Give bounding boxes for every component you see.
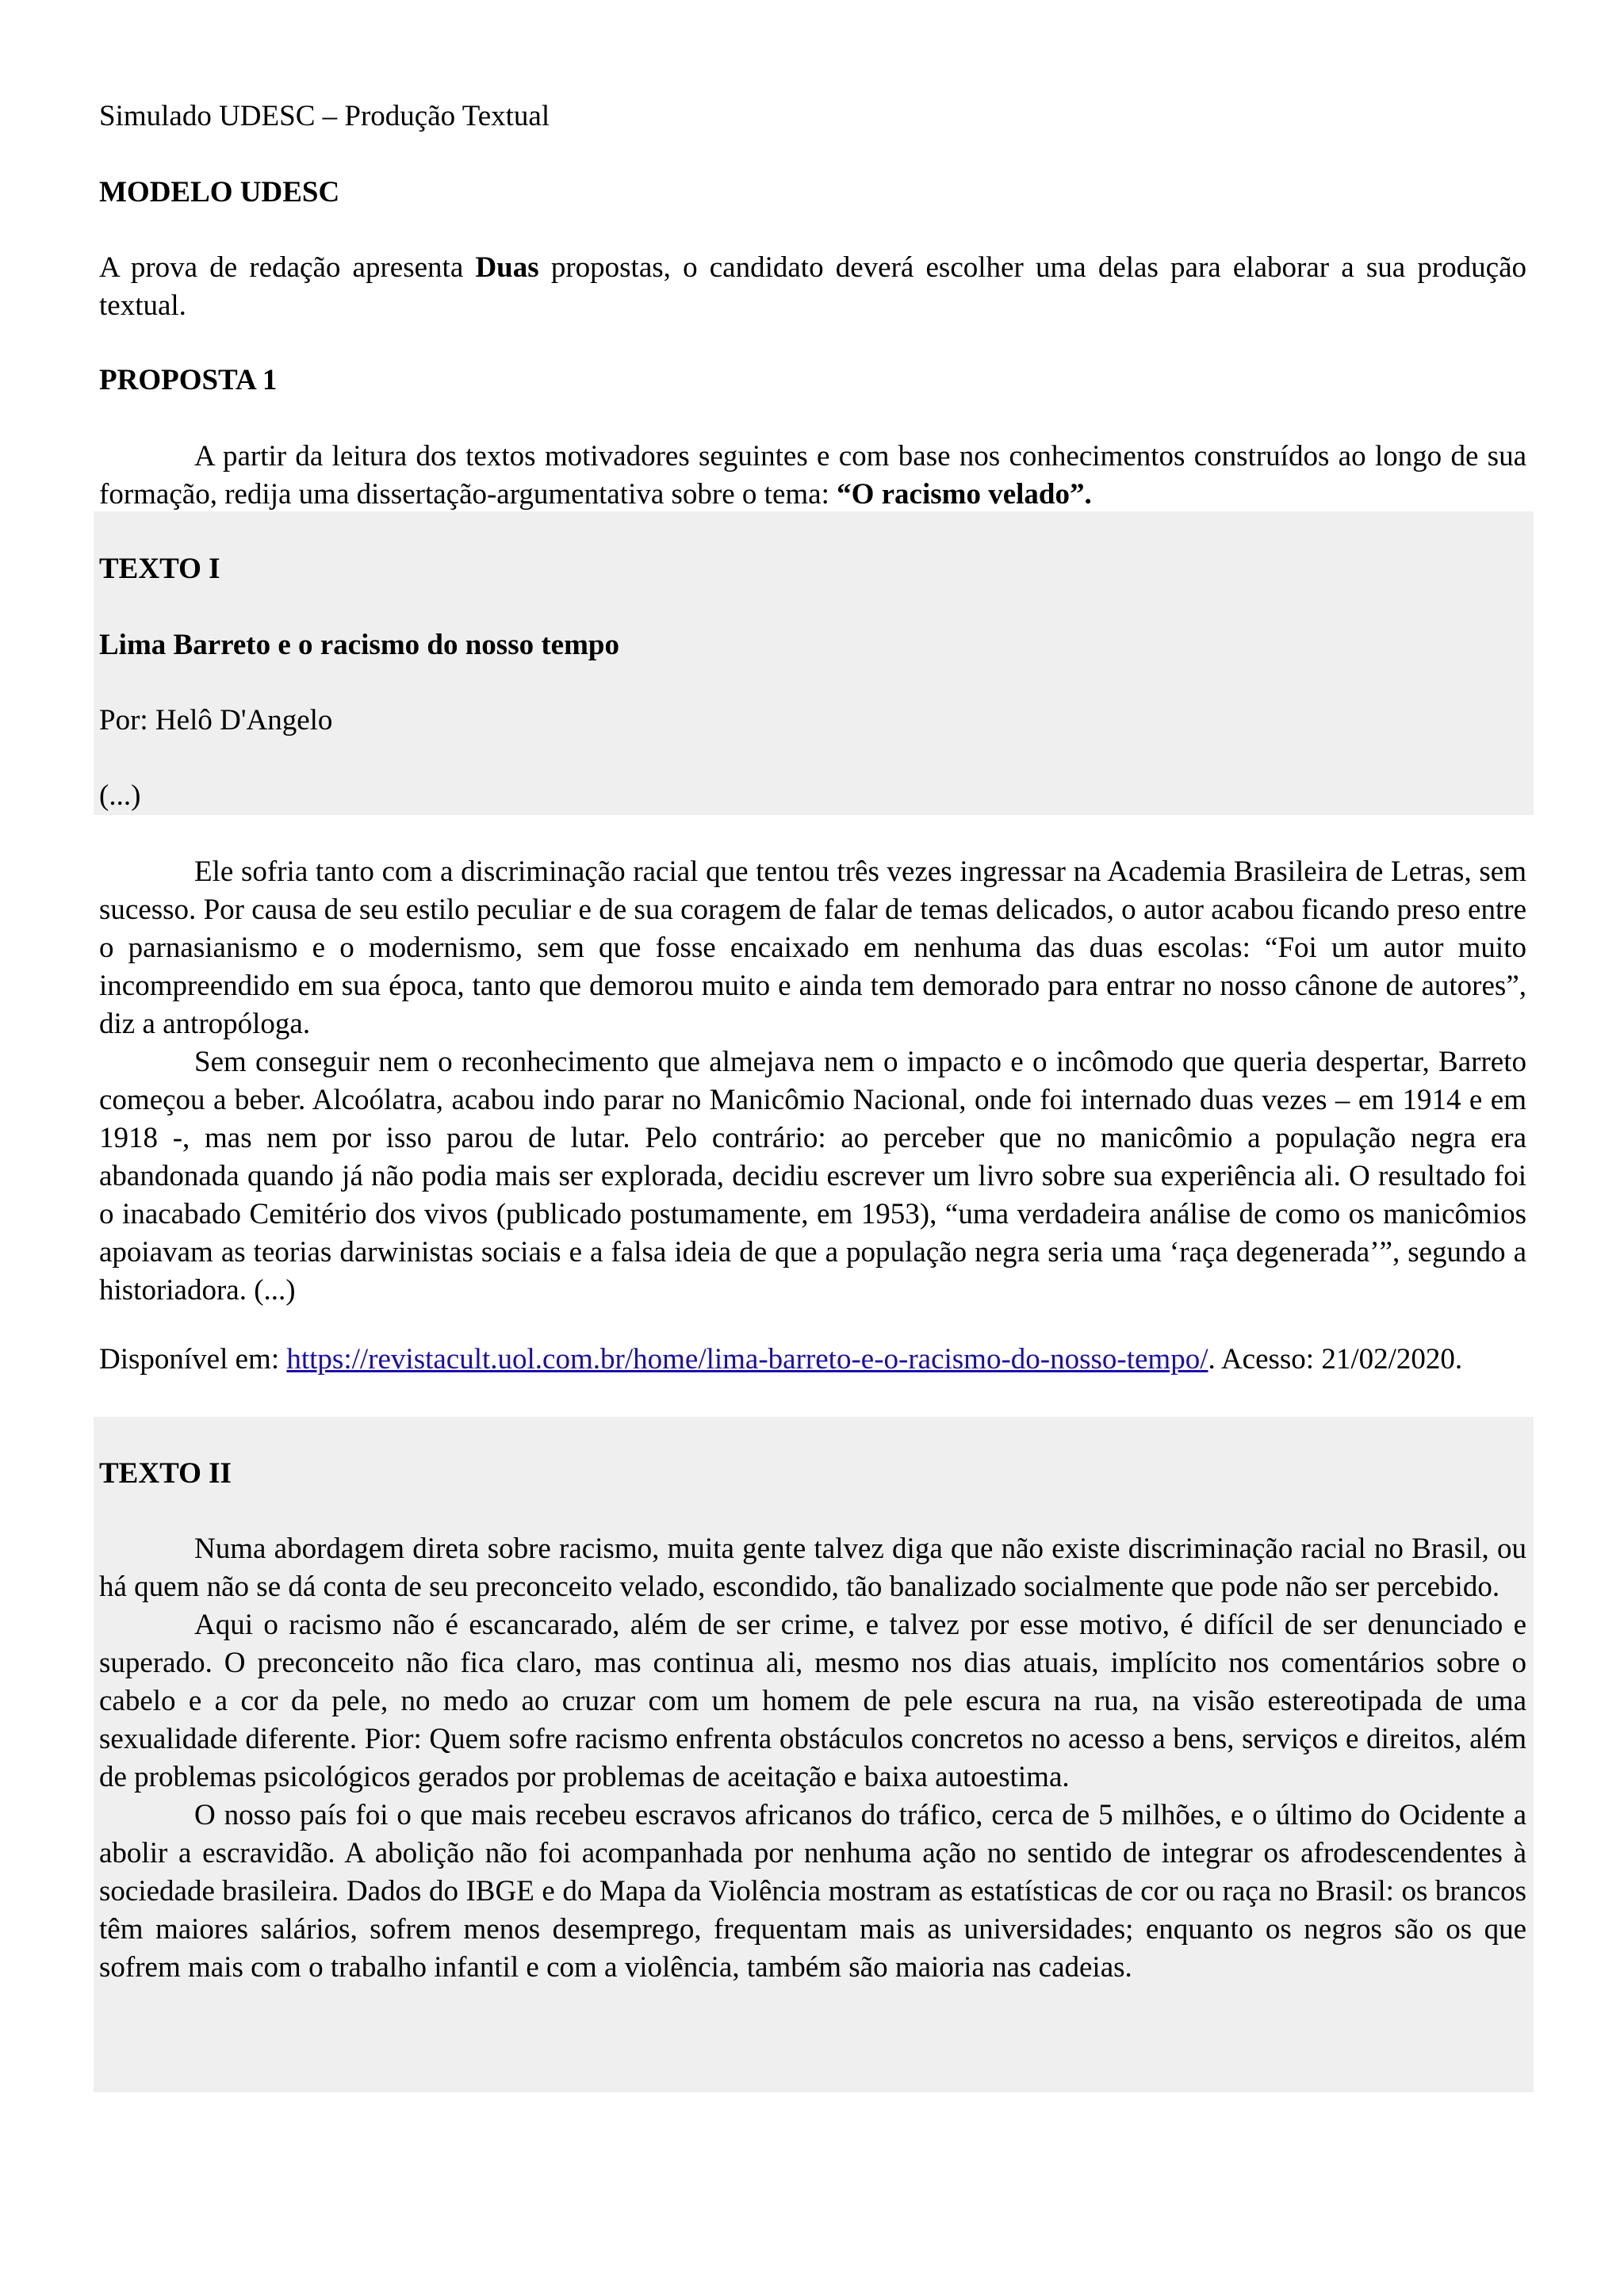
proposal-title: PROPOSTA 1 (99, 364, 278, 396)
texto2-paragraph-2: Aqui o racismo não é escancarado, além de ser crime, e talvez por esse motivo, é difícil de ser denunciado e superado. O preconceito não fica claro, mas continua ali, mesmo nos dias atuais, implícito nos comentários sobre o cabelo e a cor da pele, no medo ao cruzar com um homem de pele escura na rua, na visão estereotipada de uma sexualidade diferente. Pior: Quem sofre racismo enfrenta obstáculos concretos no acesso a bens, serviços e direitos, além de problemas psicológicos gerados por problemas de aceitação e baixa autoestima. (99, 1609, 1526, 1793)
intro-text-before: A prova de redação apresenta (99, 251, 476, 284)
texto2-paragraph-1: Numa abordagem direta sobre racismo, muita gente talvez diga que não existe discriminação racial no Brasil, ou há quem não se dá conta de seu preconceito velado, escondido, tão banalizado socialmente que pode não ser percebido. (99, 1533, 1526, 1603)
model-title: MODELO UDESC (99, 176, 340, 209)
texto1-label: TEXTO I (99, 553, 220, 585)
texto1-paragraph-2: Sem conseguir nem o reconhecimento que almejava nem o impacto e o incômodo que queria despertar, Barreto começou a beber. Alcoólatra, acabou indo parar no Manicômio Nacional, onde foi internado duas vezes – em 1914 e em 1918 -, mas nem por isso parou de lutar. Pelo contrário: ao perceber que no manicômio a população negra era abandonada quando já não podia mais ser explorada, decidiu escrever um livro sobre sua experiência ali. O resultado foi o inacabado Cemitério dos vivos (publicado postumamente, em 1953), “uma verdadeira análise de como os manicômios apoiavam as teorias darwinistas sociais e a falsa ideia de que a população negra seria uma ‘raça degenerada’”, segundo a historiadora. (...) (99, 1046, 1526, 1307)
texto1-source-link[interactable]: https://revistacult.uol.com.br/home/lima-barreto-e-o-racismo-do-nosso-tempo/ (286, 1343, 1208, 1376)
texto2-label: TEXTO II (99, 1457, 232, 1490)
texto1-headline: Lima Barreto e o racismo do nosso tempo (99, 629, 619, 661)
proposal-theme: “O racismo velado”. (837, 478, 1092, 511)
texto1-ellipsis: (...) (99, 779, 141, 812)
proposal-text: A partir da leitura dos textos motivadores seguintes e com base nos conhecimentos construídos ao longo de sua formação, redija uma dissertação-argumentativa sobre o tema: (99, 440, 1526, 511)
proposal-paragraph (99, 438, 1526, 514)
texto1-source (99, 1341, 1526, 1379)
texto1-source-suffix: . Acesso: 21/02/2020. (1208, 1343, 1463, 1376)
texto2-paragraph-3: O nosso país foi o que mais recebeu escravos africanos do tráfico, cerca de 5 milhões, e o último do Ocidente a abolir a escravidão. A abolição não foi acompanhada por nenhuma ação no sentido de integrar os afrodescendentes à sociedade brasileira. Dados do IBGE e do Mapa da Violência mostram as estatísticas de cor ou raça no Brasil: os brancos têm maiores salários, sofrem menos desemprego, frequentam mais as universidades; enquanto os negros são os que sofrem mais com o trabalho infantil e com a violência, também são maioria nas cadeias. (99, 1799, 1526, 1984)
texto1-body (99, 853, 1526, 1310)
document-header: Simulado UDESC – Produção Textual (99, 100, 550, 132)
texto1-source-prefix: Disponível em: (99, 1343, 287, 1376)
texto1-byline: Por: Helô D'Angelo (99, 704, 333, 737)
texto1-paragraph-1: Ele sofria tanto com a discriminação racial que tentou três vezes ingressar na Academia Brasileira de Letras, sem sucesso. Por causa de seu estilo peculiar e de sua coragem de falar de temas delicados, o autor acabou ficando preso entre o parnasianismo e o modernismo, sem que fosse encaixado em nenhuma das duas escolas: “Foi um autor muito incompreendido em sua época, tanto que demorou muito e ainda tem demorado para entrar no nosso cânone de autores”, diz a antropóloga. (99, 855, 1526, 1040)
intro-text-after: propostas, o candidato deverá escolher uma delas para elaborar a sua produção textual. (99, 251, 1527, 322)
intro-bold: Duas (475, 251, 539, 284)
texto2-body (99, 1530, 1526, 1987)
intro-paragraph (99, 249, 1526, 325)
